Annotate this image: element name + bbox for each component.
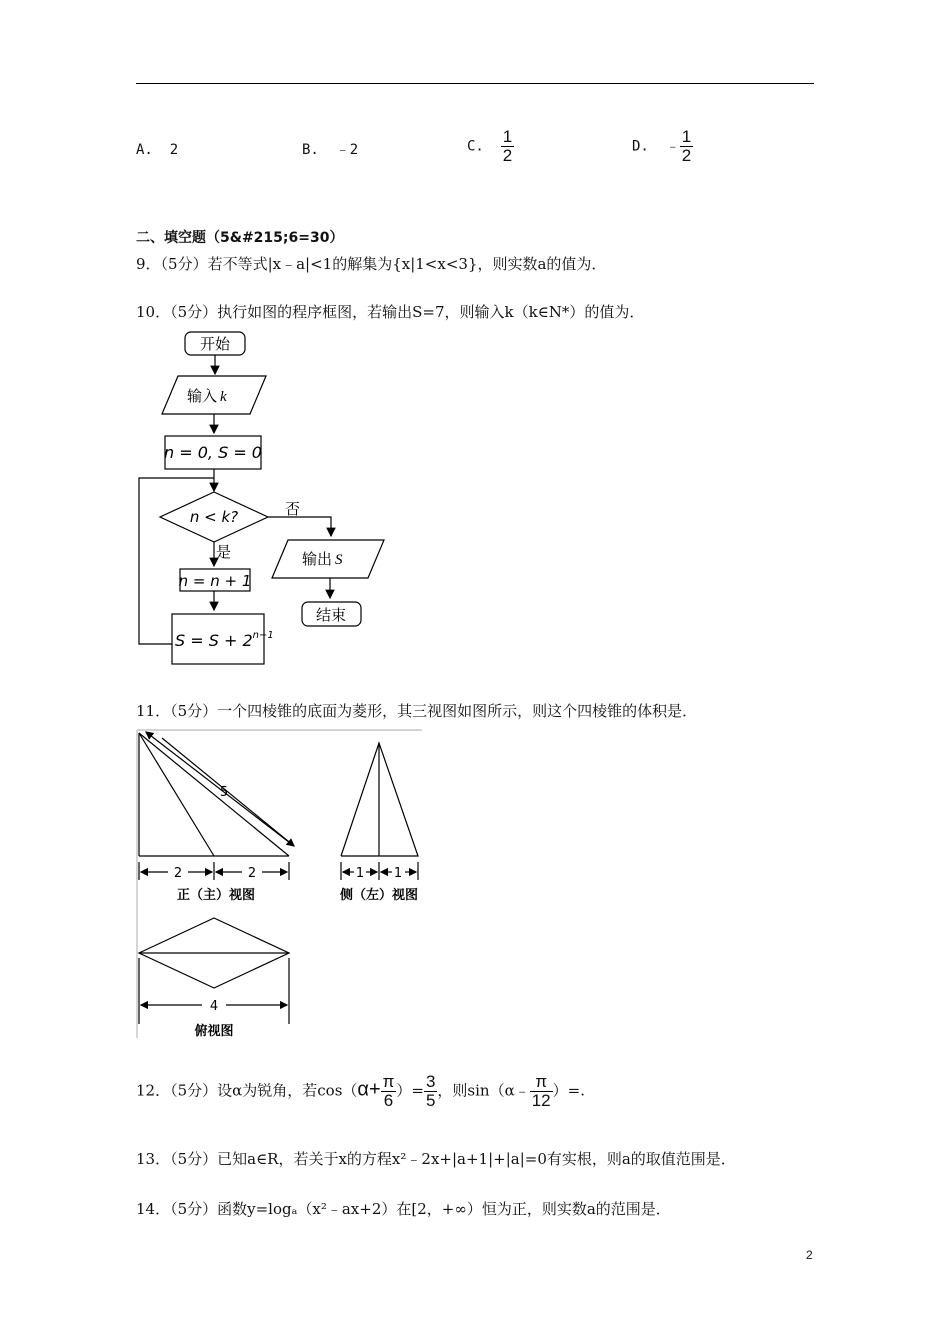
front-view-hyp xyxy=(139,733,289,856)
option-a: A. 2 xyxy=(136,142,179,158)
option-b: B. ﹣2 xyxy=(302,142,359,158)
front-len-label: 5 xyxy=(219,785,229,800)
front-base-b: 2 xyxy=(247,866,257,881)
flowchart-diagram xyxy=(130,326,400,671)
header-rule xyxy=(136,83,814,84)
question-10: 10．（5分）执行如图的程序框图，若输出S=7，则输入k（k∈N*）的值为． xyxy=(136,303,645,321)
question-9: 9．（5分）若不等式|x﹣a|<1的解集为{x|1<x<3}，则实数a的值为． xyxy=(136,255,607,273)
side-a: 1 xyxy=(355,866,365,881)
step1-label: n = n + 1 xyxy=(178,572,252,590)
question-12: 12．（5分）设α为锐角，若cos（α+ $\frac{\pi}{6}$ ）= $\frac{3}{5}$ ，则sin（α﹣ $\frac{\pi}{12}$ ）=. xyxy=(136,1072,585,1110)
section-title: 二、填空题（5&#215;6=30） xyxy=(136,230,344,246)
fraction: $\frac{1}{2}$ xyxy=(681,127,692,165)
top-len-label: 4 xyxy=(209,999,219,1014)
option-c: C. $\frac{1}{2}$ xyxy=(467,127,513,165)
yes-label: 是 xyxy=(216,543,232,561)
question-14: 14．（5分）函数y=logₐ（x²﹣ax+2）在[2，+∞）恒为正，则实数a的范围是． xyxy=(136,1200,671,1218)
init-label: n = 0, S = 0 xyxy=(164,443,262,462)
side-b: 1 xyxy=(393,866,403,881)
output-label: 输出 S xyxy=(302,550,343,568)
no-label: 否 xyxy=(285,500,301,518)
top-view-title: 俯视图 xyxy=(194,1024,234,1039)
question-13: 13．（5分）已知a∈R，若关于x的方程x²﹣2x+|a+1|+|a|=0有实根，则a的取值范围是． xyxy=(136,1150,736,1168)
fraction: $\frac{3}{5}$ xyxy=(425,1072,436,1110)
side-view-title: 侧（左）视图 xyxy=(339,888,419,903)
front-view-inner xyxy=(139,733,214,856)
front-base-a: 2 xyxy=(173,866,183,881)
fraction: $\frac{\pi}{12}$ xyxy=(531,1072,551,1110)
start-label: 开始 xyxy=(199,335,231,353)
front-view-title: 正（主）视图 xyxy=(176,888,256,903)
fraction: $\frac{\pi}{6}$ xyxy=(382,1072,395,1110)
option-d: D. ﹣ $\frac{1}{2}$ xyxy=(632,127,692,165)
page-number: 2 xyxy=(806,1248,813,1262)
fraction: $\frac{1}{2}$ xyxy=(502,127,513,165)
input-label: 输入 k xyxy=(187,387,227,405)
three-views-diagram xyxy=(134,728,426,1043)
end-label: 结束 xyxy=(315,606,347,624)
cond-label: n < k? xyxy=(189,508,239,526)
step2-label: $S = S + 2^{n-1}$ xyxy=(175,630,274,650)
question-11: 11．（5分）一个四棱锥的底面为菱形，其三视图如图所示，则这个四棱锥的体积是． xyxy=(136,702,698,720)
